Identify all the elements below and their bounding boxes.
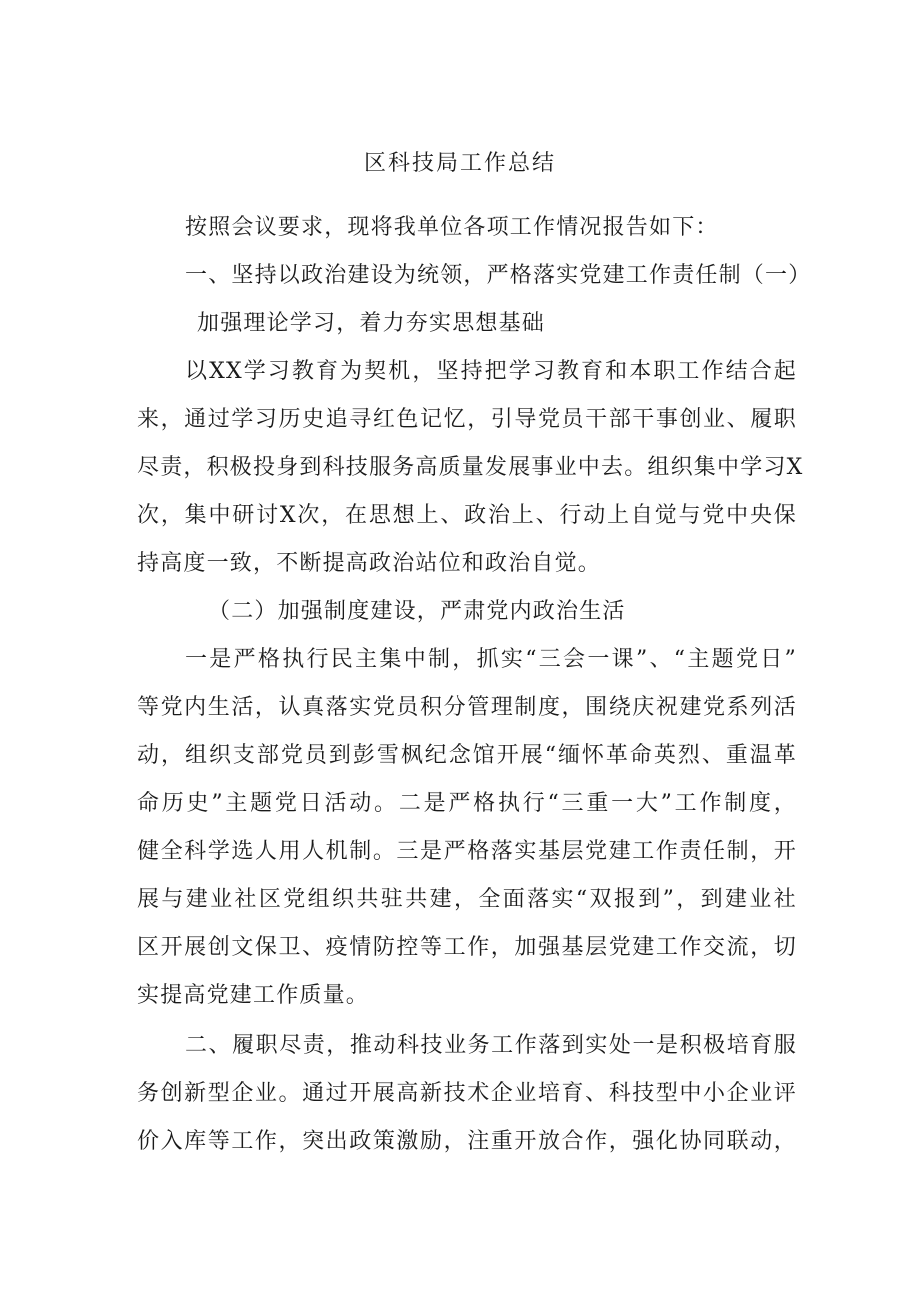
paragraph-line: 以XX学习教育为契机，坚持把学习教育和本职工作结合起: [185, 359, 797, 384]
paragraph-line: 二、履职尽责，推动科技业务工作落到实处一是积极培育服: [185, 1033, 797, 1058]
paragraph-line: 务创新型企业。通过开展高新技术企业培育、科技型中小企业评: [137, 1081, 797, 1106]
paragraph-line: 一是严格执行民主集中制，抓实“三会一课”、“主题党日”: [185, 647, 797, 672]
paragraph-line: 次，集中研讨X次，在思想上、政治上、行动上自觉与党中央保: [137, 503, 797, 528]
paragraph-line: 命历史”主题党日活动。二是严格执行“三重一大”工作制度，: [137, 791, 797, 816]
paragraph-line: 一、坚持以政治建设为统领，严格落实党建工作责任制（一）: [185, 263, 812, 288]
section-heading: （二）加强制度建设，严肃党内政治生活: [208, 599, 626, 624]
paragraph-line: 实提高党建工作质量。: [137, 983, 370, 1008]
paragraph-line: 区开展创文保卫、疫情防控等工作，加强基层党建工作交流，切: [137, 935, 797, 960]
paragraph-line: 加强理论学习，着力夯实思想基础: [197, 311, 546, 336]
paragraph-line: 尽责，积极投身到科技服务高质量发展事业中去。组织集中学习X: [137, 455, 804, 480]
paragraph-line: 来，通过学习历史追寻红色记忆，引导党员干部干事创业、履职: [137, 407, 797, 432]
paragraph-line: 按照会议要求，现将我单位各项工作情况报告如下：: [185, 215, 719, 240]
paragraph-line: 等党内生活，认真落实党员积分管理制度，围绕庆祝建党系列活: [137, 695, 797, 720]
paragraph-line: 健全科学选人用人机制。三是严格落实基层党建工作责任制，开: [137, 839, 797, 864]
paragraph-line: 展与建业社区党组织共驻共建，全面落实“双报到”，到建业社: [137, 887, 797, 912]
paragraph-line: 动，组织支部党员到彭雪枫纪念馆开展“缅怀革命英烈、重温革: [137, 743, 797, 768]
document-title: 区科技局工作总结: [363, 151, 556, 176]
paragraph-line: 持高度一致，不断提高政治站位和政治自觉。: [137, 551, 602, 576]
paragraph-line: 价入库等工作，突出政策激励，注重开放合作，强化协同联动，: [137, 1129, 797, 1154]
